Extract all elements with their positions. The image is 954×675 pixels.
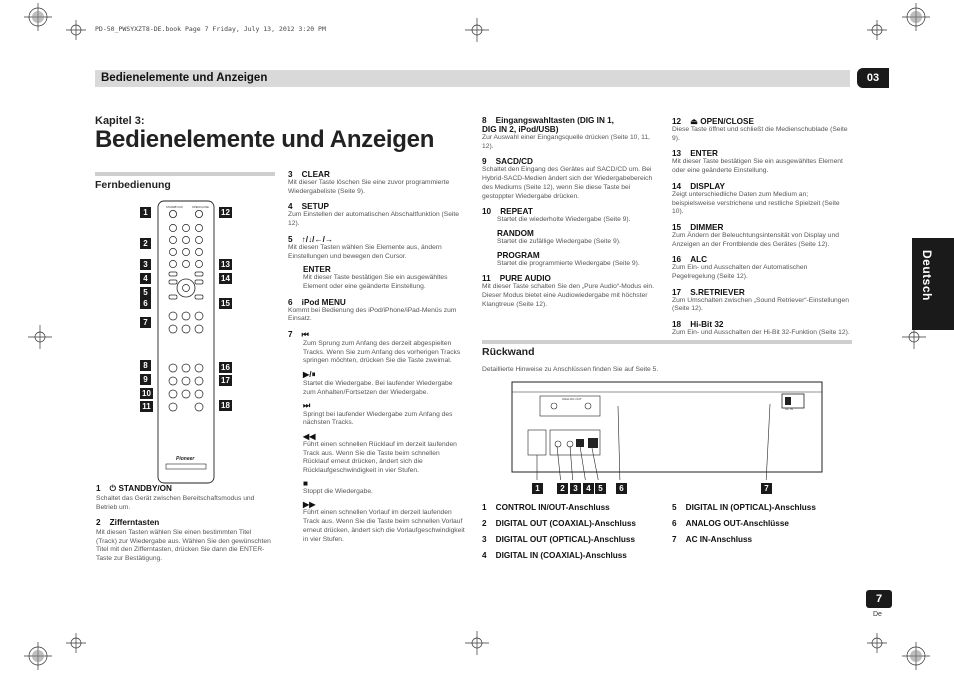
skip-back-icon: ⏮ <box>301 330 310 340</box>
item-10-sub-1-text: Startet die programmierte Wiedergabe (Seite 9). <box>497 259 640 267</box>
remote-callout-3: 3 <box>140 259 151 270</box>
item-1-text: Schaltet das Gerät zwischen Bereitschaftsmodus und Betrieb um. <box>96 495 255 511</box>
item-10-sub-0-text: Startet die zufällige Wiedergabe (Seite 9). <box>497 237 621 245</box>
item-11-heading: 11 PURE AUDIO <box>482 274 551 284</box>
item-8-heading: 8 Eingangswahltasten (DIG IN 1, <box>482 116 614 125</box>
rear-callout-6: 6 <box>616 483 627 494</box>
rear-intro: Detaillierte Hinweise zu Anschlüssen finden Sie auf Seite 5. <box>482 366 659 373</box>
item-8-text: Zur Auswahl einer Eingangsquelle drücken (Seite 10, 11, 12). <box>482 134 650 150</box>
item-18-heading: 18 Hi-Bit 32 <box>672 320 724 330</box>
language-tab <box>912 238 954 330</box>
item-10-text: Startet die wiederholte Wiedergabe (Seite 9). <box>497 216 631 224</box>
column-2 <box>288 170 466 544</box>
item-16-text: Zum Ein- und Ausschalten der Automatischen Pegelregelung (Seite 12). <box>672 264 808 281</box>
rear-item-3: 3 DIGITAL OUT (OPTICAL)-Anschluss <box>482 535 636 544</box>
rear-callout-4: 4 <box>583 483 594 494</box>
language-tab-label: Deutsch <box>920 250 934 301</box>
remote-callout-1: 1 <box>140 207 151 218</box>
item-6-heading: 6 iPod MENU <box>288 297 346 307</box>
item-7-sub-1-text: Startet die Wiedergabe. Bei laufender Wiedergabe zum Anhalten/Fortsetzen der Wiedergabe. <box>303 380 453 396</box>
remote-callout-5: 5 <box>140 287 151 298</box>
stop-icon: ■ <box>303 478 308 488</box>
remote-callout-14: 14 <box>219 273 232 284</box>
remote-callout-2: 2 <box>140 238 151 249</box>
item-5-heading: 5 ↑/↓/←/→ <box>288 234 334 244</box>
item-14-heading: 14 DISPLAY <box>672 181 725 191</box>
rear-heading-rule <box>482 340 852 344</box>
power-icon: ⏻ <box>109 484 117 493</box>
item-17-heading: 17 S.RETRIEVER <box>672 287 745 297</box>
fast-forward-icon: ▶▶ <box>303 500 316 510</box>
rear-item-5: 5 DIGITAL IN (OPTICAL)-Anschluss <box>672 503 816 512</box>
svg-text:ANALOG OUT: ANALOG OUT <box>562 397 582 401</box>
svg-text:OPEN/CLOSE: OPEN/CLOSE <box>192 206 209 209</box>
item-17-text: Zum Umschalten zwischen „Sound Retriever“-Einstellungen (Seite 12). <box>672 296 849 313</box>
column-4 <box>672 116 852 338</box>
remote-callout-17: 17 <box>219 375 232 386</box>
remote-heading: Fernbedienung <box>95 179 171 191</box>
rear-callout-3: 3 <box>570 483 581 494</box>
item-7-sub-5-text: Führt einen schnellen Vorlauf im derzeit laufenden Track aus. Wenn Sie die Taste beim schnellen Vorlauf erneut drücken, ändert sich die Vorlaufgeschwindigkeit in vier Stufen. <box>303 509 465 543</box>
remote-callout-7: 7 <box>140 317 151 328</box>
rewind-icon: ◀◀ <box>303 431 316 441</box>
skip-forward-icon: ⏭ <box>303 400 311 410</box>
rear-heading: Rückwand <box>482 346 535 358</box>
item-5-sub-text: Mit dieser Taste bestätigen Sie ein ausgewähltes Element oder eine geänderte Einstellung. <box>303 274 448 290</box>
rear-callout-2: 2 <box>557 483 568 494</box>
item-13-text: Mit dieser Taste bestätigen Sie ein ausgewähltes Element oder eine geänderte Einstellung. <box>672 158 843 175</box>
remote-brand-logo: Pioneer <box>176 456 195 462</box>
remote-callout-12: 12 <box>219 207 232 218</box>
file-header-line: PD-50_PWSYXZT8-DE.book Page 7 Friday, July 13, 2012 3:20 PM <box>95 25 326 33</box>
item-11-text: Mit dieser Taste schalten Sie den „Pure Audio“-Modus ein. Dieser Modus bietet eine Audiowiedergabe mit höchster Klangtreue (Seite 12). <box>482 283 654 308</box>
rear-item-1: 1 CONTROL IN/OUT-Anschluss <box>482 503 610 512</box>
remote-callout-13: 13 <box>219 259 232 270</box>
page-title: Bedienelemente und Anzeigen <box>95 126 435 153</box>
item-3-heading: 3 CLEAR <box>288 170 330 179</box>
item-4-text: Zum Einstellen der automatischen Abschaltfunktion (Seite 12). <box>288 211 459 228</box>
page-number: 7 <box>866 590 892 608</box>
rear-panel-illustration <box>510 380 825 480</box>
section-title: Bedienelemente und Anzeigen <box>101 72 268 84</box>
column-3 <box>482 116 660 309</box>
play-pause-icon: ▶/⏸ <box>303 370 316 380</box>
item-7-sub-3-text: Führt einen schnellen Rücklauf im derzeit laufenden Track aus. Wenn Sie die Taste beim schnellen Rücklauf erneut drücken, ändert sich die Rücklaufgeschwindigkeit in vier Stufen. <box>303 440 457 475</box>
item-7-sub-2-text: Springt bei laufender Wiedergabe zum Anfang des nächsten Tracks. <box>303 410 453 427</box>
item-15-text: Zum Ändern der Beleuchtungsintensität von Display und Anzeigen an der Frontblende des Gerätes (Seite 12). <box>672 231 839 248</box>
remote-heading-rule <box>95 172 275 176</box>
item-7-sub-0-text: Zum Sprung zum Anfang des derzeit abgespielten Tracks. Wenn Sie zum Anfang des vorherigen Tracks springen möchten, drücken Sie die Taste zweimal. <box>303 340 461 365</box>
remote-callout-6: 6 <box>140 298 151 309</box>
item-5-sub-heading: ENTER <box>303 265 331 275</box>
item-16-heading: 16 ALC <box>672 255 708 265</box>
item-7-sub-4-text: Stoppt die Wiedergabe. <box>303 487 373 495</box>
item-5-text: Mit diesen Tasten wählen Sie Elemente aus, ändern Einstellungen und bewegen den Cursor. <box>288 243 442 260</box>
item-2-text: Mit diesen Tasten wählen Sie einen bestimmten Titel (Track) zur Wiedergabe aus. Wählen Sie den gewünschten Titel mit den Zifferntasten, drücken Sie dann die ENTER-Taste zur Bestätigung. <box>96 529 271 563</box>
rear-callout-1: 1 <box>532 483 543 494</box>
remote-callout-10: 10 <box>140 388 153 399</box>
rear-item-7: 7 AC IN-Anschluss <box>672 535 753 544</box>
item-8-heading-2: DIG IN 2, iPod/USB) <box>482 125 559 134</box>
remote-callout-9: 9 <box>140 374 151 385</box>
item-10-sub-0-heading: RANDOM <box>497 228 534 238</box>
rear-item-4: 4 DIGITAL IN (COAXIAL)-Anschluss <box>482 551 627 560</box>
item-7-heading: 7 ⏮ <box>288 330 310 340</box>
remote-callout-11: 11 <box>140 401 153 412</box>
chapter-label: Kapitel 3: <box>95 115 145 127</box>
item-12-heading: 12 ⏏ OPEN/CLOSE <box>672 117 754 126</box>
item-15-heading: 15 DIMMER <box>672 222 724 232</box>
item-14-text: Zeigt unterschiedliche Daten zum Medium an; beispielsweise verstrichene und restliche Spielzeit (Seite 10). <box>672 190 840 216</box>
item-10-sub-1-heading: PROGRAM <box>497 250 540 260</box>
item-12-text: Diese Taste öffnet und schließt die Medienschublade (Seite 9). <box>672 126 848 142</box>
remote-callout-4: 4 <box>140 273 151 284</box>
item-10-heading: 10 REPEAT <box>482 207 533 217</box>
rear-callout-5: 5 <box>595 483 606 494</box>
remote-callout-16: 16 <box>219 362 232 373</box>
item-3-text: Mit dieser Taste löschen Sie eine zuvor programmierte Wiedergabeliste (Seite 9). <box>288 179 450 195</box>
item-6-text: Kommt bei Bedienung des iPod/iPhone/iPad-Menüs zum Einsatz. <box>288 306 457 323</box>
chapter-badge: 03 <box>857 68 889 88</box>
svg-text:STANDBY/ON: STANDBY/ON <box>166 206 183 209</box>
rear-item-2: 2 DIGITAL OUT (COAXIAL)-Anschluss <box>482 519 636 528</box>
item-13-heading: 13 ENTER <box>672 149 718 159</box>
remote-callout-18: 18 <box>219 400 232 411</box>
item-9-text: Schaltet den Eingang des Gerätes auf SACD/CD um. Bei Hybrid-SACD-Medien ändert sich der Wiedergabebereich des Mediums (Seite 12), wenn Sie diese Taste bei gestoppter Wiedergabe drücken. <box>482 166 653 200</box>
item-18-text: Zum Ein- und Ausschalten der Hi-Bit 32-Funktion (Seite 12). <box>672 329 850 337</box>
remote-callout-15: 15 <box>219 298 232 309</box>
rear-callout-7: 7 <box>761 483 772 494</box>
item-1-heading: 1 ⏻ STANDBY/ON <box>96 484 172 493</box>
rear-item-6: 6 ANALOG OUT-Anschlüsse <box>672 519 789 528</box>
item-2-heading: 2 Zifferntasten <box>96 518 160 527</box>
page-language: De <box>873 611 882 618</box>
item-4-heading: 4 SETUP <box>288 202 329 212</box>
remote-callout-8: 8 <box>140 360 151 371</box>
svg-text:AC IN: AC IN <box>785 407 794 411</box>
item-9-heading: 9 SACD/CD <box>482 157 533 167</box>
remote-control-illustration <box>136 200 236 485</box>
